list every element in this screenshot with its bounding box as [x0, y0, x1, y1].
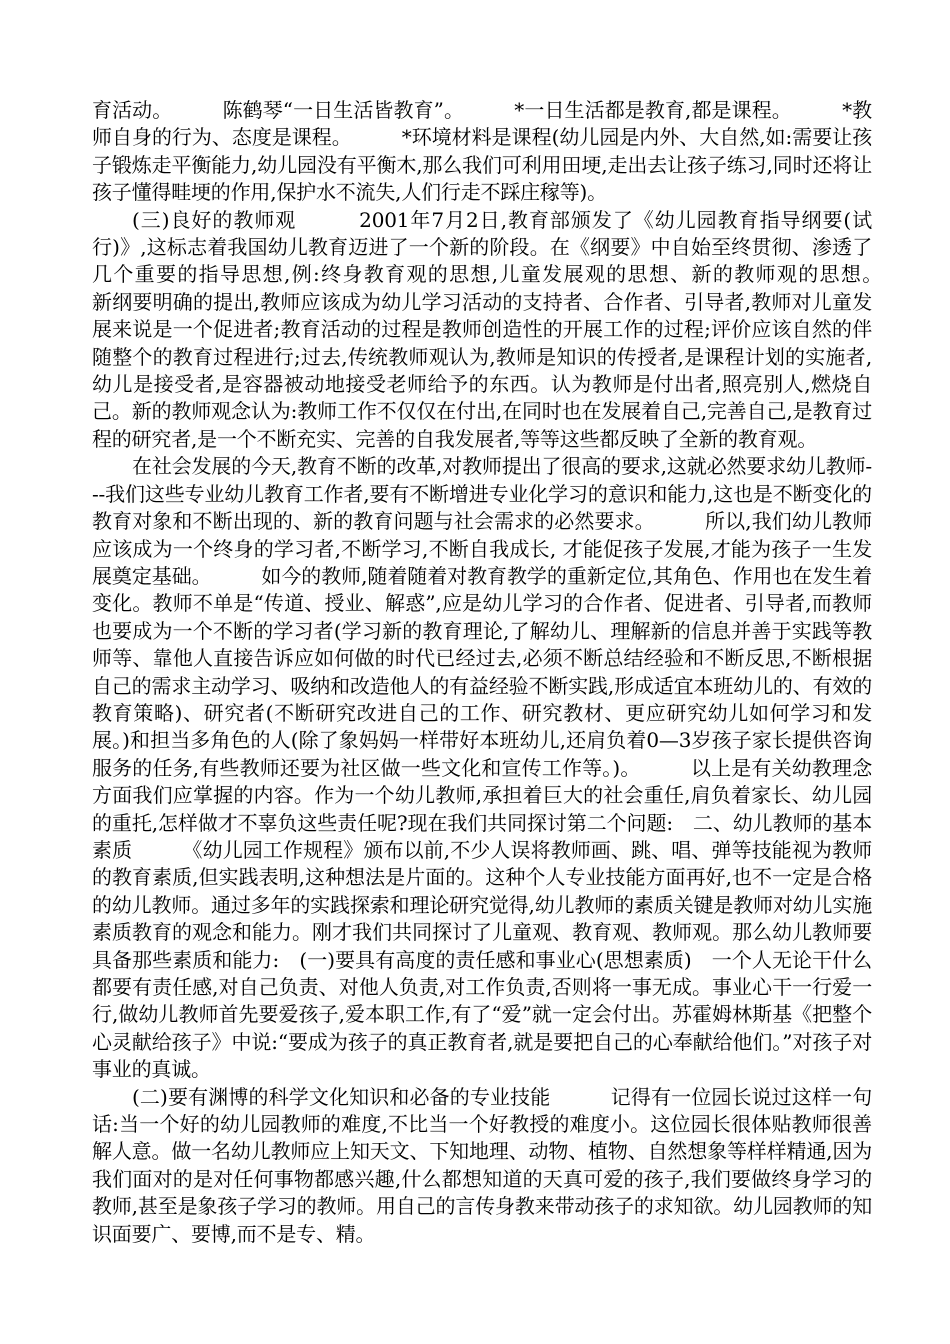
paragraph-2: (三)良好的教师观 2001年7月2日,教育部颁发了《幼儿园教育指导纲要(试行)》,这标志着我国幼儿教育迈进了一个新的阶段。在《纲要》中自始至终贯彻、渗透了几个重要的指导思想,例:终身教育观的思想,儿童发展观的思想、新的教师观的思想。 新纲要明确的提出,教师应该成为幼儿学习活动的支持者、合作者、引导者,教师对儿童发展来说是一个促进者;教育活动的过程是教师创造性的开展工作的过程;评价应该自然的伴随整个的教育过程进行;过去,传统教师观认为,教师是知识的传授者,是课程计划的实施者,幼儿是接受者,是容器被动地接受老师给予的东西。认为教师是付出者,照亮别人,燃烧自己。新的教师观念认为:教师工作不仅仅在付出,在同时也在发展着自己,完善自己,是教育过程的研究者,是一个不断充实、完善的自我发展者,等等这些都反映了全新的教育观。 — [92, 207, 932, 451]
paragraph-3: 在社会发展的今天,教育不断的改革,对教师提出了很高的要求,这就必然要求幼儿教师---我们这些专业幼儿教育工作者,要有不断增进专业化学习的意识和能力,这也是不断变化的教育对象和不断出现的、新的教育问题与社会需求的必然要求。 所以,我们幼儿教师应该成为一个终身的学习者,不断学习,不断自我成长, 才能促孩子发展,才能为孩子一生发展奠定基础。 如今的教师,随着随着对教育教学的重新定位,其角色、作用也在发生着变化。教师不单是“传道、授业、解惑”,应是幼儿学习的合作者、促进者、引导者,而教师也要成为一个不断的学习者(学习新的教育理论,了解幼儿、理解新的信息并善于实践等教师等、靠他人直接告诉应如何做的时代已经过去,必须不断总结经验和不断反思,不断根据自己的需求主动学习、吸纳和改造他人的有益经验不断实践,形成适宜本班幼儿的、有效的教育策略)、研究者(不断研究改进自己的工作、研究教材、更应研究幼儿如何学习和发展。)和担当多角色的人(除了象妈妈一样带好本班幼儿,还肩负着0—3岁孩子家长提供咨询服务的任务,有些教师还要为社区做一些文化和宣传工作等。)。 以上是有关幼教理念方面我们应掌握的内容。作为一个幼儿教师,承担着巨大的社会重任,肩负着家长、幼儿园的重托,怎样做才不辜负这些责任呢?现在我们共同探讨第二个问题: 二、幼儿教师的基本素质 《幼儿园工作规程》颁布以前,不少人误将教师画、跳、唱、弹等技能视为教师的教育素质,但实践表明,这种想法是片面的。这种个人专业技能方面再好,也不一定是合格的幼儿教师。通过多年的实践探索和理论研究觉得,幼儿教师的素质关键是教师对幼儿实施素质教育的观念和能力。刚才我们共同探讨了儿童观、教育观、教师观。那么幼儿教师要具备那些素质和能力: (一)要具有高度的责任感和事业心(思想素质) 一个人无论干什么都要有责任感,对自己负责、对他人负责,对工作负责,否则将一事无成。事业心干一行爱一行,做幼儿教师首先要爱孩子,爱本职工作,有了“爱”就一定会付出。苏霍姆林斯基《把整个心灵献给孩子》中说:“要成为孩子的真正教育者,就是要把自己的心奉献给他们。”对孩子对事业的真诚。 — [92, 454, 872, 1082]
paragraph-4: (二)要有渊博的科学文化知识和必备的专业技能 记得有一位园长说过这样一句话:当一个好的幼儿园教师的难度,不比当一个好教授的难度小。这位园长很体贴教师很善解人意。做一名幼儿教师应上知天文、下知地理、动物、植物、自然想象等样样精通,因为我们面对的是对任何事物都感兴趣,什么都想知道的天真可爱的孩子,我们要做终身学习的教师,甚至是象孩子学习的教师。用自己的言传身教来带动孩子的求知欲。幼儿园教师的知识面要广、要博,而不是专、精。 — [92, 1084, 872, 1246]
body-text — [92, 97, 932, 1248]
paragraph-1: 育活动。 陈鹤琴“一日生活皆教育”。 *一日生活都是教育,都是课程。 *教师自身的行为、态度是课程。 *环境材料是课程(幼儿园是内外、大自然,如:需要让孩子锻炼走平衡能力,幼儿园没有平衡木,那么我们可利用田埂,走出去让孩子练习,同时还将让孩子懂得畦埂的作用,保护水不流失,人们行走不踩庄稼等)。 — [92, 98, 872, 205]
